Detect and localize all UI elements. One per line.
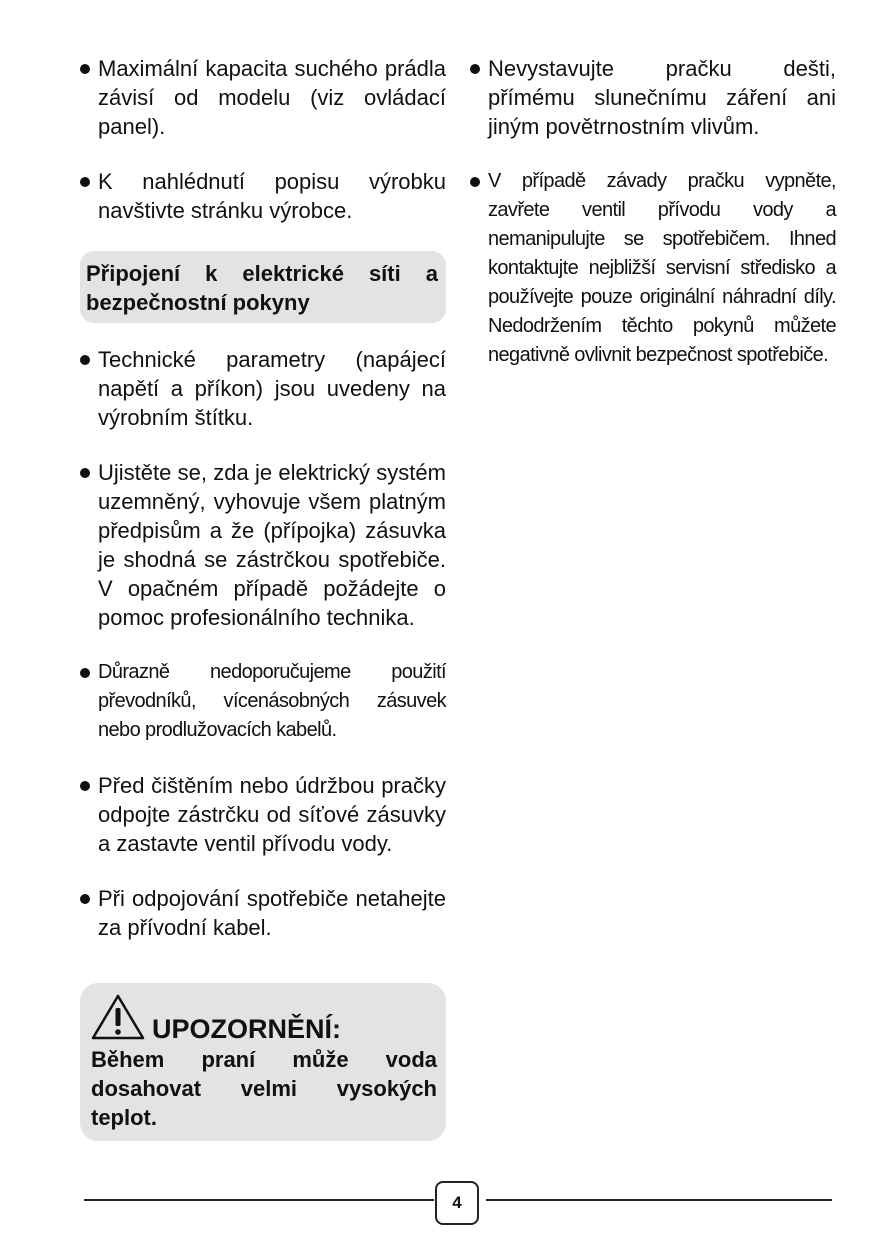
list-item <box>470 54 836 141</box>
bullet-text: Technické parametry (napájecí napětí a příkon) jsou uvedeny na výrobním štítku. <box>98 347 446 430</box>
list-item <box>80 345 446 432</box>
list-item <box>80 167 446 225</box>
list-item <box>80 658 446 745</box>
list-item <box>80 458 446 632</box>
footer-divider-right <box>486 1199 832 1201</box>
bullet-text: V případě závady pračku vypněte, zavřete ventil přívodu vody a nemanipulujte se spotřebičem. Ihned kontaktujte nejbližší servisní středisko a používejte pouze originální náhradní díly. Nedodržením těchto pokynů můžete negativně ovlivnit bezpečnost spotřebiče. <box>488 170 836 366</box>
bullet-text: Nevystavujte pračku dešti, přímému slunečnímu záření ani jiným povětrnostním vlivům. <box>488 56 836 139</box>
bullet-icon <box>80 355 90 365</box>
left-column <box>80 54 446 968</box>
bullet-text: Důrazně nedoporučujeme použití převodníků, vícenásobných zásuvek nebo prodlužovacích kabelů. <box>98 661 446 741</box>
list-item <box>80 884 446 942</box>
bullet-icon <box>470 64 480 74</box>
bullet-text: Maximální kapacita suchého prádla závisí od modelu (viz ovládací panel). <box>98 56 446 139</box>
bullet-text: K nahlédnutí popisu výrobku navštivte stránku výrobce. <box>98 169 446 223</box>
bullet-icon <box>80 177 90 187</box>
warning-text: Během praní může voda dosahovat velmi vysokých teplot. <box>91 1047 437 1130</box>
list-item <box>80 771 446 858</box>
list-item <box>470 167 836 370</box>
section-heading: Připojení k elektrické síti a bezpečnostní pokyny <box>86 261 438 315</box>
bullet-text: Ujistěte se, zda je elektrický systém uzemněný, vyhovuje všem platným předpisům a že (přípojka) zásuvka je shodná se zástrčkou spotřebiče. V opačném případě požádejte o pomoc profesionálního technika. <box>98 460 446 630</box>
bullet-icon <box>80 894 90 904</box>
bullet-icon <box>80 64 90 74</box>
footer-divider-left <box>84 1199 434 1201</box>
bullet-icon <box>80 668 90 678</box>
bullet-icon <box>80 468 90 478</box>
right-column <box>470 54 836 396</box>
warning-box <box>80 983 446 1141</box>
warning-triangle-icon <box>90 993 146 1041</box>
list-item <box>80 54 446 141</box>
section-heading-box <box>80 251 446 323</box>
bullet-text: Při odpojování spotřebiče netahejte za přívodní kabel. <box>98 886 446 940</box>
warning-title: UPOZORNĚNÍ: <box>152 1014 341 1044</box>
page-number: 4 <box>435 1181 479 1225</box>
bullet-icon <box>80 781 90 791</box>
bullet-icon <box>470 177 480 187</box>
bullet-text: Před čištěním nebo údržbou pračky odpojte zástrčku od síťové zásuvky a zastavte ventil přívodu vody. <box>98 773 446 856</box>
